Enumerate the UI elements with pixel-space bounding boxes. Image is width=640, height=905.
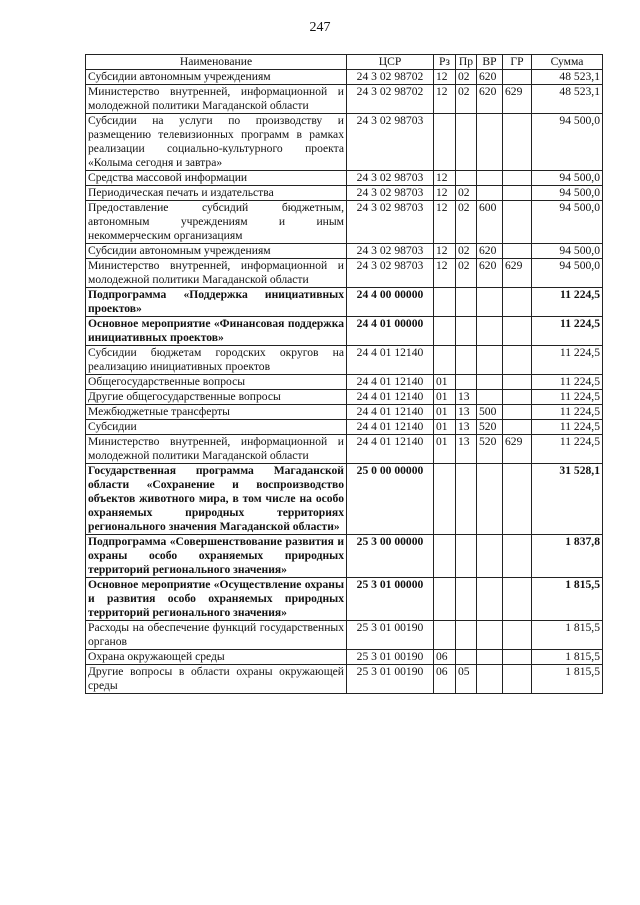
table-row xyxy=(86,171,603,186)
cell-vr: 620 xyxy=(477,259,503,288)
cell-pr: 05 xyxy=(456,665,477,694)
cell-gr xyxy=(503,375,532,390)
cell-vr xyxy=(477,621,503,650)
cell-csr: 24 4 01 00000 xyxy=(347,317,434,346)
cell-sum: 1 815,5 xyxy=(532,621,603,650)
cell-name: Министерство внутренней, информационной и молодежной политики Магаданской области xyxy=(86,435,347,464)
cell-gr: 629 xyxy=(503,435,532,464)
cell-vr: 520 xyxy=(477,420,503,435)
cell-rz: 06 xyxy=(434,665,456,694)
table-row xyxy=(86,244,603,259)
cell-pr: 02 xyxy=(456,186,477,201)
table-row xyxy=(86,621,603,650)
cell-rz: 12 xyxy=(434,70,456,85)
cell-gr xyxy=(503,70,532,85)
cell-rz xyxy=(434,317,456,346)
cell-csr: 24 4 01 12140 xyxy=(347,375,434,390)
cell-gr xyxy=(503,114,532,171)
cell-csr: 24 3 02 98702 xyxy=(347,85,434,114)
cell-gr xyxy=(503,464,532,535)
cell-rz: 12 xyxy=(434,259,456,288)
cell-pr xyxy=(456,114,477,171)
cell-rz: 12 xyxy=(434,171,456,186)
cell-vr xyxy=(477,171,503,186)
cell-csr: 24 3 02 98703 xyxy=(347,186,434,201)
cell-sum: 94 500,0 xyxy=(532,201,603,244)
cell-sum: 11 224,5 xyxy=(532,288,603,317)
cell-gr xyxy=(503,201,532,244)
cell-pr xyxy=(456,171,477,186)
cell-vr xyxy=(477,650,503,665)
table-body xyxy=(86,70,603,694)
cell-rz xyxy=(434,578,456,621)
cell-sum: 11 224,5 xyxy=(532,317,603,346)
cell-pr xyxy=(456,650,477,665)
cell-csr: 24 4 01 12140 xyxy=(347,390,434,405)
cell-name: Подпрограмма «Поддержка инициативных проектов» xyxy=(86,288,347,317)
cell-pr xyxy=(456,535,477,578)
cell-sum: 48 523,1 xyxy=(532,70,603,85)
cell-name: Субсидии автономным учреждениям xyxy=(86,244,347,259)
cell-rz: 06 xyxy=(434,650,456,665)
cell-name: Охрана окружающей среды xyxy=(86,650,347,665)
cell-sum: 11 224,5 xyxy=(532,390,603,405)
header-vr: ВР xyxy=(477,55,503,70)
cell-name: Субсидии xyxy=(86,420,347,435)
cell-gr xyxy=(503,171,532,186)
cell-rz xyxy=(434,288,456,317)
cell-gr xyxy=(503,186,532,201)
cell-sum: 94 500,0 xyxy=(532,259,603,288)
cell-rz: 12 xyxy=(434,85,456,114)
table-row xyxy=(86,317,603,346)
table-row xyxy=(86,665,603,694)
cell-gr xyxy=(503,317,532,346)
cell-pr xyxy=(456,621,477,650)
table-row xyxy=(86,201,603,244)
cell-vr xyxy=(477,665,503,694)
table-row xyxy=(86,650,603,665)
table-row xyxy=(86,405,603,420)
cell-rz xyxy=(434,464,456,535)
cell-pr xyxy=(456,317,477,346)
budget-table xyxy=(85,54,603,694)
cell-pr xyxy=(456,578,477,621)
cell-name: Предоставление субсидий бюджетным, автономным учреждениям и иным некоммерческим организациям xyxy=(86,201,347,244)
header-gr: ГР xyxy=(503,55,532,70)
cell-csr: 24 4 01 12140 xyxy=(347,346,434,375)
cell-vr: 620 xyxy=(477,244,503,259)
cell-gr xyxy=(503,244,532,259)
cell-csr: 24 3 02 98703 xyxy=(347,114,434,171)
cell-rz xyxy=(434,535,456,578)
cell-pr: 13 xyxy=(456,435,477,464)
cell-pr: 13 xyxy=(456,420,477,435)
cell-csr: 24 3 02 98703 xyxy=(347,201,434,244)
cell-csr: 24 4 00 00000 xyxy=(347,288,434,317)
cell-name: Субсидии на услуги по производству и размещению телевизионных программ в рамках реализации социально-культурного проекта «Колыма сегодня и завтра» xyxy=(86,114,347,171)
cell-sum: 94 500,0 xyxy=(532,171,603,186)
cell-rz: 01 xyxy=(434,375,456,390)
cell-gr: 629 xyxy=(503,259,532,288)
table-row xyxy=(86,578,603,621)
cell-vr xyxy=(477,317,503,346)
cell-name: Другие общегосударственные вопросы xyxy=(86,390,347,405)
cell-sum: 94 500,0 xyxy=(532,114,603,171)
header-pr: Пр xyxy=(456,55,477,70)
cell-sum: 11 224,5 xyxy=(532,375,603,390)
cell-sum: 11 224,5 xyxy=(532,405,603,420)
cell-csr: 25 3 01 00190 xyxy=(347,650,434,665)
cell-name: Министерство внутренней, информационной и молодежной политики Магаданской области xyxy=(86,85,347,114)
table-row xyxy=(86,70,603,85)
cell-gr xyxy=(503,535,532,578)
cell-pr: 02 xyxy=(456,85,477,114)
cell-name: Расходы на обеспечение функций государственных органов xyxy=(86,621,347,650)
cell-gr xyxy=(503,390,532,405)
cell-rz: 12 xyxy=(434,201,456,244)
cell-csr: 25 3 01 00000 xyxy=(347,578,434,621)
cell-rz xyxy=(434,114,456,171)
cell-vr: 500 xyxy=(477,405,503,420)
table-row xyxy=(86,259,603,288)
cell-gr xyxy=(503,346,532,375)
cell-sum: 48 523,1 xyxy=(532,85,603,114)
cell-rz: 12 xyxy=(434,244,456,259)
cell-sum: 31 528,1 xyxy=(532,464,603,535)
cell-name: Другие вопросы в области охраны окружающей среды xyxy=(86,665,347,694)
cell-vr xyxy=(477,186,503,201)
table-row xyxy=(86,114,603,171)
cell-name: Межбюджетные трансферты xyxy=(86,405,347,420)
cell-name: Общегосударственные вопросы xyxy=(86,375,347,390)
cell-pr: 13 xyxy=(456,405,477,420)
cell-gr xyxy=(503,288,532,317)
cell-sum: 11 224,5 xyxy=(532,346,603,375)
table-row xyxy=(86,420,603,435)
cell-vr xyxy=(477,114,503,171)
cell-csr: 24 4 01 12140 xyxy=(347,405,434,420)
cell-csr: 25 0 00 00000 xyxy=(347,464,434,535)
cell-gr xyxy=(503,405,532,420)
cell-vr xyxy=(477,375,503,390)
cell-sum: 11 224,5 xyxy=(532,435,603,464)
table-row xyxy=(86,435,603,464)
cell-name: Периодическая печать и издательства xyxy=(86,186,347,201)
cell-vr xyxy=(477,578,503,621)
cell-csr: 24 3 02 98703 xyxy=(347,244,434,259)
cell-name: Субсидии автономным учреждениям xyxy=(86,70,347,85)
cell-rz: 12 xyxy=(434,186,456,201)
table-row xyxy=(86,464,603,535)
header-csr: ЦСР xyxy=(347,55,434,70)
cell-csr: 24 3 02 98703 xyxy=(347,259,434,288)
cell-rz: 01 xyxy=(434,405,456,420)
cell-gr xyxy=(503,420,532,435)
cell-gr xyxy=(503,665,532,694)
cell-gr xyxy=(503,621,532,650)
cell-pr: 02 xyxy=(456,244,477,259)
cell-rz: 01 xyxy=(434,435,456,464)
cell-sum: 1 815,5 xyxy=(532,665,603,694)
cell-csr: 25 3 01 00190 xyxy=(347,665,434,694)
cell-name: Государственная программа Магаданской области «Сохранение и воспроизводство объектов животного мира, в том числе на особо охраняемых природных территориях регионального значения Магаданской области» xyxy=(86,464,347,535)
cell-vr xyxy=(477,535,503,578)
cell-name: Основное мероприятие «Финансовая поддержка инициативных проектов» xyxy=(86,317,347,346)
table-row xyxy=(86,375,603,390)
cell-name: Министерство внутренней, информационной и молодежной политики Магаданской области xyxy=(86,259,347,288)
cell-vr xyxy=(477,346,503,375)
cell-pr xyxy=(456,346,477,375)
cell-vr: 520 xyxy=(477,435,503,464)
cell-sum: 1 815,5 xyxy=(532,650,603,665)
cell-vr: 620 xyxy=(477,70,503,85)
table-row xyxy=(86,535,603,578)
cell-rz xyxy=(434,621,456,650)
cell-vr: 620 xyxy=(477,85,503,114)
cell-gr: 629 xyxy=(503,85,532,114)
cell-sum: 94 500,0 xyxy=(532,244,603,259)
table-row xyxy=(86,186,603,201)
cell-rz xyxy=(434,346,456,375)
header-name: Наименование xyxy=(86,55,347,70)
cell-csr: 25 3 01 00190 xyxy=(347,621,434,650)
cell-csr: 25 3 00 00000 xyxy=(347,535,434,578)
cell-pr xyxy=(456,288,477,317)
table-row xyxy=(86,390,603,405)
cell-sum: 1 815,5 xyxy=(532,578,603,621)
cell-pr: 02 xyxy=(456,70,477,85)
cell-vr xyxy=(477,288,503,317)
cell-sum: 1 837,8 xyxy=(532,535,603,578)
cell-csr: 24 4 01 12140 xyxy=(347,420,434,435)
cell-name: Субсидии бюджетам городских округов на реализацию инициативных проектов xyxy=(86,346,347,375)
table-header-row xyxy=(86,55,603,70)
cell-csr: 24 3 02 98703 xyxy=(347,171,434,186)
cell-pr: 13 xyxy=(456,390,477,405)
cell-pr xyxy=(456,464,477,535)
table-row xyxy=(86,346,603,375)
cell-csr: 24 4 01 12140 xyxy=(347,435,434,464)
header-rz: Рз xyxy=(434,55,456,70)
cell-vr: 600 xyxy=(477,201,503,244)
cell-name: Средства массовой информации xyxy=(86,171,347,186)
cell-sum: 94 500,0 xyxy=(532,186,603,201)
cell-name: Подпрограмма «Совершенствование развития и охраны особо охраняемых природных территорий регионального значения» xyxy=(86,535,347,578)
cell-vr xyxy=(477,390,503,405)
cell-csr: 24 3 02 98702 xyxy=(347,70,434,85)
cell-rz: 01 xyxy=(434,390,456,405)
cell-pr: 02 xyxy=(456,259,477,288)
page-number: 247 xyxy=(309,20,331,35)
cell-pr xyxy=(456,375,477,390)
table-row xyxy=(86,288,603,317)
cell-gr xyxy=(503,650,532,665)
cell-rz: 01 xyxy=(434,420,456,435)
cell-name: Основное мероприятие «Осуществление охраны и развития особо охраняемых природных территорий регионального значения» xyxy=(86,578,347,621)
cell-vr xyxy=(477,464,503,535)
table-row xyxy=(86,85,603,114)
cell-sum: 11 224,5 xyxy=(532,420,603,435)
cell-pr: 02 xyxy=(456,201,477,244)
cell-gr xyxy=(503,578,532,621)
header-sum: Сумма xyxy=(532,55,603,70)
